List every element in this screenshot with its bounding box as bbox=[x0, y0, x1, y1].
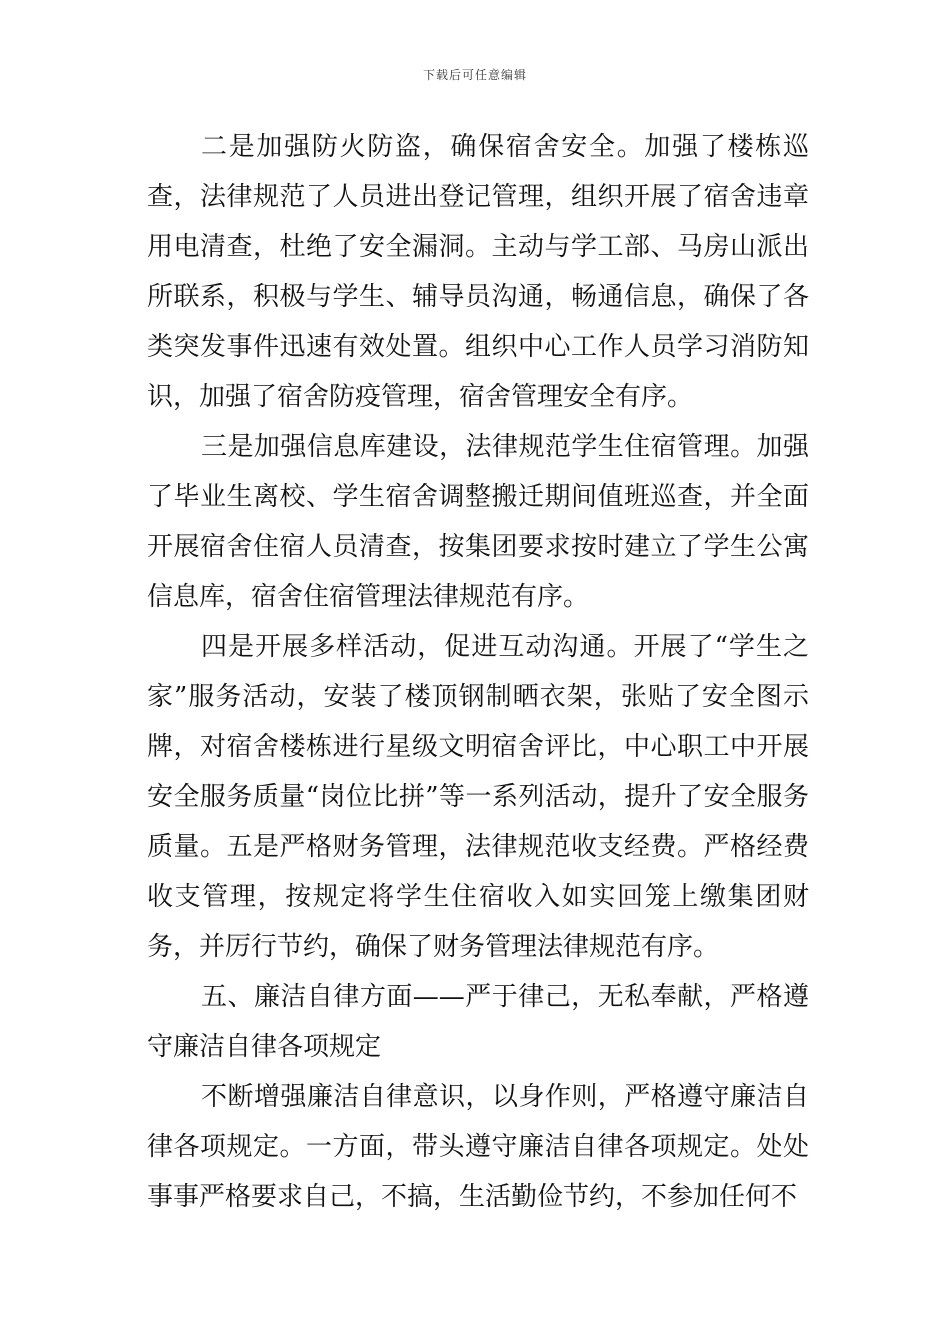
page-header-note: 下载后可任意编辑 bbox=[422, 68, 527, 82]
paragraph-info-database: 三是加强信息库建设，法律规范学生住宿管理。加强了毕业生离校、学生宿舍调整搬迁期间值班巡查，并全面开展宿舍住宿人员清查，按集团要求按时建立了学生公寓信息库，宿舍住宿管理法律规范有序。 bbox=[147, 432, 809, 612]
section-heading-integrity: 五、廉洁自律方面——严于律己，无私奉献，严格遵守廉洁自律各项规定 bbox=[147, 982, 809, 1062]
paragraph-integrity: 不断增强廉洁自律意识，以身作则，严格遵守廉洁自律各项规定。一方面，带头遵守廉洁自律各项规定。处处事事严格要求自己，不搞，生活勤俭节约，不参加任何不 bbox=[147, 1082, 809, 1212]
document-body bbox=[147, 122, 809, 1222]
paragraph-fire-safety: 二是加强防火防盗，确保宿舍安全。加强了楼栋巡查，法律规范了人员进出登记管理，组织开展了宿舍违章用电清查，杜绝了安全漏洞。主动与学工部、马房山派出所联系，积极与学生、辅导员沟通，畅通信息，确保了各类突发事件迅速有效处置。组织中心工作人员学习消防知识，加强了宿舍防疫管理，宿舍管理安全有序。 bbox=[147, 132, 809, 412]
paragraph-activities-finance: 四是开展多样活动，促进互动沟通。开展了“学生之家”服务活动，安装了楼顶钢制晒衣架，张贴了安全图示牌，对宿舍楼栋进行星级文明宿舍评比，中心职工中开展安全服务质量“岗位比拼”等一系列活动，提升了安全服务质量。五是严格财务管理，法律规范收支经费。严格经费收支管理，按规定将学生住宿收入如实回笼上缴集团财务，并厉行节约，确保了财务管理法律规范有序。 bbox=[147, 632, 809, 962]
